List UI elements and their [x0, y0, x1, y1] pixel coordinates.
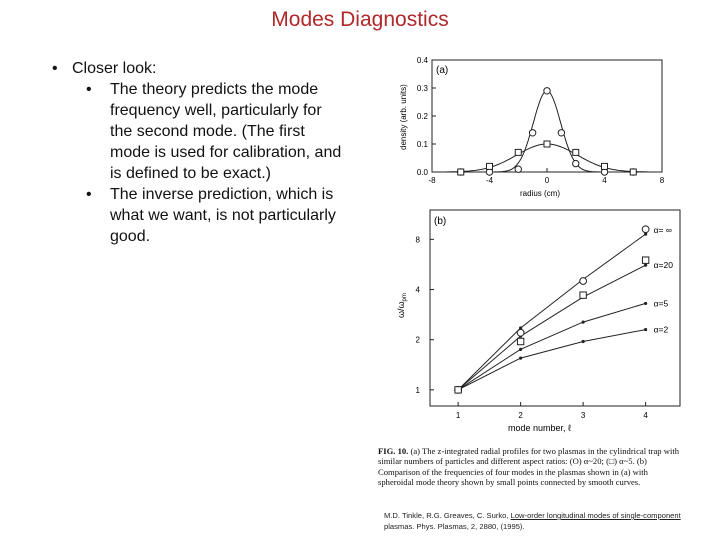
citation — [384, 510, 684, 532]
figure-a-xtick-label: -8 — [428, 176, 436, 185]
bullet-sub-2 — [72, 184, 376, 247]
figure-a-point-square — [602, 163, 608, 169]
figure-b-theory-point — [519, 348, 522, 351]
bullet-sub-2-text: The inverse prediction, which is what we want, is not particularly good. — [110, 186, 336, 245]
figure-b-theory-curve — [458, 330, 645, 390]
figure-a-point-square — [487, 163, 493, 169]
bullet-sub-1-text: The theory predicts the mode frequency well, particularly for the second mode. (The first mode is used for calibration, and is defined to be exact.) — [110, 81, 342, 182]
figure-a-ytick-label: 0.1 — [416, 140, 428, 149]
figure-a-ytick-label: 0.0 — [416, 168, 428, 177]
figure-a-point-circle — [558, 130, 564, 136]
citation-authors: M.D. Tinkle, R.G. Greaves, C. Surko, — [384, 511, 511, 520]
figure-b-legend-label: α=5 — [653, 298, 669, 309]
figure-b-ytick-label: 2 — [415, 335, 420, 345]
figure-b-xtick-label: 2 — [518, 411, 523, 420]
figure-a-point-square — [458, 169, 464, 175]
slide-title: Modes Diagnostics — [271, 8, 449, 31]
figure-a-panel-label: (a) — [436, 65, 449, 76]
bullet-sub-1 — [72, 79, 376, 184]
bullet-main-text: Closer look: — [72, 60, 157, 77]
citation-link[interactable]: Low-order longitudinal modes of single-component — [510, 511, 681, 520]
figure-b-ylabel-sub: pm — [402, 293, 408, 302]
figure-b-xtick-label: 4 — [643, 411, 648, 420]
figure-b-theory-point — [644, 302, 647, 305]
figure-b-legend-label: α=20 — [653, 260, 673, 271]
figure-b-point-circle — [580, 278, 587, 285]
figure-b-xlabel: mode number, ℓ — [508, 423, 571, 433]
figure-a-curve-circles — [446, 91, 647, 172]
figure-b-theory-point — [582, 320, 585, 323]
figure-b-point-square — [580, 292, 586, 298]
figure-a-xlabel: radius (cm) — [520, 189, 561, 198]
figure-b-point-circle — [517, 329, 524, 336]
figure-a-point-circle — [515, 166, 521, 172]
figure-b-point-square — [517, 338, 523, 344]
figure-caption — [378, 446, 684, 488]
figure-b-ytick-label: 4 — [415, 285, 420, 295]
figure-a-frame — [432, 60, 662, 172]
figure-a-chart — [390, 50, 690, 206]
figure-a-ytick-label: 0.2 — [416, 112, 428, 121]
figure-b-ylabel-main: ω/ω — [396, 301, 406, 318]
figure-a-ytick-label: 0.4 — [416, 56, 428, 65]
figure-a-point-circle — [573, 160, 579, 166]
figure-b-ylabel — [396, 293, 408, 318]
figure-a-point-square — [573, 149, 579, 155]
figure-a-point-square — [544, 141, 550, 147]
citation-rest: plasmas. Phys. Plasmas, 2, 2880, (1995). — [384, 522, 525, 531]
bullet-list — [46, 58, 376, 247]
figure-a-xtick-label: -4 — [485, 176, 494, 185]
figure-b-frame — [430, 210, 680, 406]
caption-text: (a) The z-integrated radial profiles for two plasmas in the cylindrical trap with similar numbers of particles and different aspect ratios: (O) α~20; (□) α~5. (b) Comparison of the frequencies of four modes in the plasmas shown in (a) with spheroidal mode theory shown by small points connected by smooth curves. — [378, 446, 680, 488]
figure-a-ylabel: density (arb. units) — [399, 84, 408, 150]
bullet-marker: • — [86, 81, 92, 98]
figure-a-xtick-label: 0 — [544, 176, 550, 185]
figure-a-curve-squares — [446, 144, 647, 172]
figure-a-ytick-label: 0.3 — [416, 84, 428, 93]
figure-a-xtick-label: 4 — [602, 176, 607, 185]
figure-b-theory-point — [644, 264, 647, 267]
figure-a-point-circle — [529, 130, 535, 136]
figure-b-xtick-label: 3 — [580, 411, 586, 420]
figure-b-xtick-label: 1 — [455, 411, 461, 420]
figure-b-legend-label: α=2 — [653, 324, 669, 335]
bullet-main — [46, 58, 376, 79]
figure-b-legend-label: α= ∞ — [653, 225, 672, 236]
figure-b-theory-point — [644, 328, 647, 331]
figure-b-point-circle — [642, 226, 649, 233]
figure-b-ytick-label: 1 — [415, 385, 420, 395]
figure-a-point-circle — [544, 88, 550, 94]
figure-b-panel-label: (b) — [434, 216, 447, 227]
figure-b-chart — [390, 206, 690, 442]
caption-label: FIG. 10. — [378, 446, 409, 456]
figure-b-theory-point — [519, 357, 522, 360]
figure-a-xtick-label: 8 — [659, 176, 665, 185]
figure-b-theory-point — [582, 340, 585, 343]
figure-a-point-square — [515, 149, 521, 155]
figure-a-point-square — [630, 169, 636, 175]
figure-b-point-square — [455, 387, 461, 393]
bullet-marker: • — [86, 186, 92, 203]
figure-b-point-square — [642, 257, 648, 263]
bullet-marker: • — [52, 60, 58, 77]
figure-b-ytick-label: 8 — [415, 235, 420, 245]
